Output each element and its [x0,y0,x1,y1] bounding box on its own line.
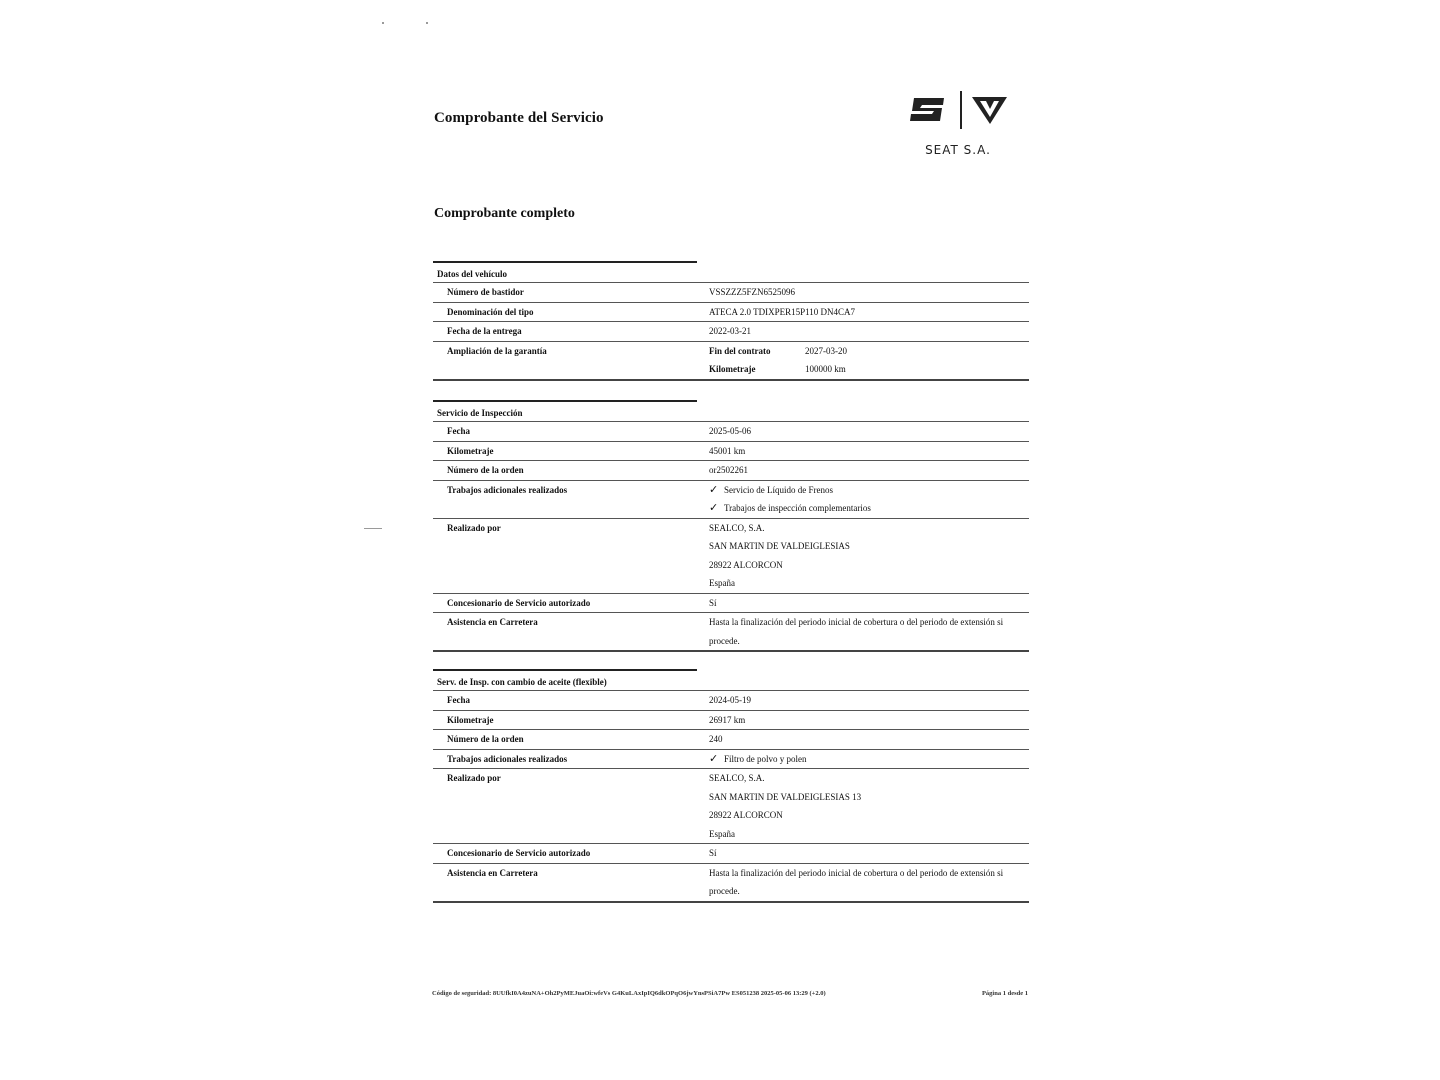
table-row [433,461,1029,481]
row-label: Realizado por [447,773,501,783]
table-row [433,769,1029,844]
authorized-dealer-value: Sí [709,597,717,608]
address-line: SAN MARTIN DE VALDEIGLESIAS [709,541,850,551]
row-label: Concesionario de Servicio autorizado [447,848,591,858]
service-date-value: 2025-05-06 [709,426,751,436]
scan-edge-mark [364,528,382,529]
table-row [433,519,1029,594]
row-label: Asistencia en Carretera [447,867,538,878]
list-item: ✓ Trabajos de inspección complementarios [709,499,1029,518]
address-line: España [709,578,735,588]
table-row [433,422,1029,442]
warranty-km-label: Kilometraje [709,364,756,374]
model-value: ATECA 2.0 TDIXPER15P110 DN4CA7 [709,306,856,317]
address-line: SEALCO, S.A. [709,522,765,533]
brand-caption: SEAT S.A. [925,143,991,157]
order-number-value: 240 [709,734,723,744]
delivery-date-value: 2022-03-21 [709,326,751,336]
table-row [433,613,1029,652]
row-label: Fecha de la entrega [447,326,522,336]
warranty-end-label: Fin del contrato [709,345,771,356]
vehicle-data-table [433,261,1029,381]
inspection-service-table [433,400,1029,652]
address-line: España [709,828,735,839]
security-code: Código de seguridad: 8UUfkI0A4zuNA+Oh2PyMEJuaOi:wfeVs G4KuLAxIpIQ6dkOPqO6jwYnsPSiA7Pw ES051238 2025-05-06 13:29 (+2.0) [432,990,826,997]
scan-speck [426,22,428,24]
roadside-assistance-value: Hasta la finalización del periodo inicial de cobertura o del periodo de extensión si procede. [709,617,1004,646]
table-row [433,303,1029,323]
table-row [433,342,1029,381]
row-label: Ampliación de la garantía [447,345,547,356]
table-heading: Servicio de Inspección [433,400,697,422]
warranty-details [696,342,1029,379]
table-row [433,283,1029,303]
row-label: Trabajos adicionales realizados [447,753,568,764]
row-label: Concesionario de Servicio autorizado [447,597,591,608]
row-label: Realizado por [447,522,501,533]
address-line: 28922 ALCORCON [709,810,783,820]
document-title: Comprobante del Servicio [434,110,604,126]
roadside-assistance-value: Hasta la finalización del periodo inicial de cobertura o del periodo de extensión si procede. [709,867,1004,896]
mileage-value: 45001 km [709,445,746,456]
authorized-dealer-value: Sí [709,848,717,858]
warranty-km-value: 100000 km [805,364,846,374]
table-row [433,864,1029,903]
document-subtitle: Comprobante completo [434,206,575,221]
checkmark-icon: ✓ [709,482,719,496]
row-label: Kilometraje [447,714,494,725]
scan-speck [382,22,384,24]
service-date-value: 2024-05-19 [709,695,751,705]
list-item: ✓ Filtro de polvo y polen [709,750,1029,769]
row-label: Número de bastidor [447,287,524,297]
additional-work-list [696,481,1029,518]
list-item: ✓ Servicio de Líquido de Frenos [709,481,1029,500]
row-label: Asistencia en Carretera [447,617,538,627]
table-row [433,691,1029,711]
row-label: Kilometraje [447,445,494,456]
table-row [433,594,1029,614]
row-label: Número de la orden [447,734,524,744]
row-label: Denominación del tipo [447,306,534,317]
mileage-value: 26917 km [709,714,746,725]
additional-work-list [696,750,1029,769]
brand-logo [906,88,1010,160]
address-line: 28922 ALCORCON [709,559,783,570]
address-line: SAN MARTIN DE VALDEIGLESIAS 13 [709,791,862,802]
row-label: Número de la orden [447,465,524,475]
row-label: Fecha [447,426,470,436]
vin-value: VSSZZZ5FZN6525096 [709,287,796,297]
address-line: SEALCO, S.A. [709,773,765,783]
table-row [433,481,1029,519]
table-heading: Serv. de Insp. con cambio de aceite (flexible) [433,669,697,691]
row-label: Fecha [447,695,470,705]
oil-change-service-table [433,669,1029,903]
table-row [433,322,1029,342]
warranty-end-value: 2027-03-20 [805,345,847,356]
seat-cupra-logo-icon [910,88,1008,132]
order-number-value: or2502261 [709,465,748,475]
table-row [433,442,1029,462]
table-row [433,750,1029,770]
page-number: Página 1 desde 1 [981,990,1028,997]
row-label: Trabajos adicionales realizados [447,484,568,495]
checkmark-icon: ✓ [709,501,719,514]
performed-by-address [696,769,1029,843]
performed-by-address [696,519,1029,593]
table-heading: Datos del vehículo [433,261,697,283]
table-row [433,711,1029,731]
page-footer [432,990,1028,997]
table-row [433,730,1029,750]
table-row [433,844,1029,864]
checkmark-icon: ✓ [709,751,719,765]
